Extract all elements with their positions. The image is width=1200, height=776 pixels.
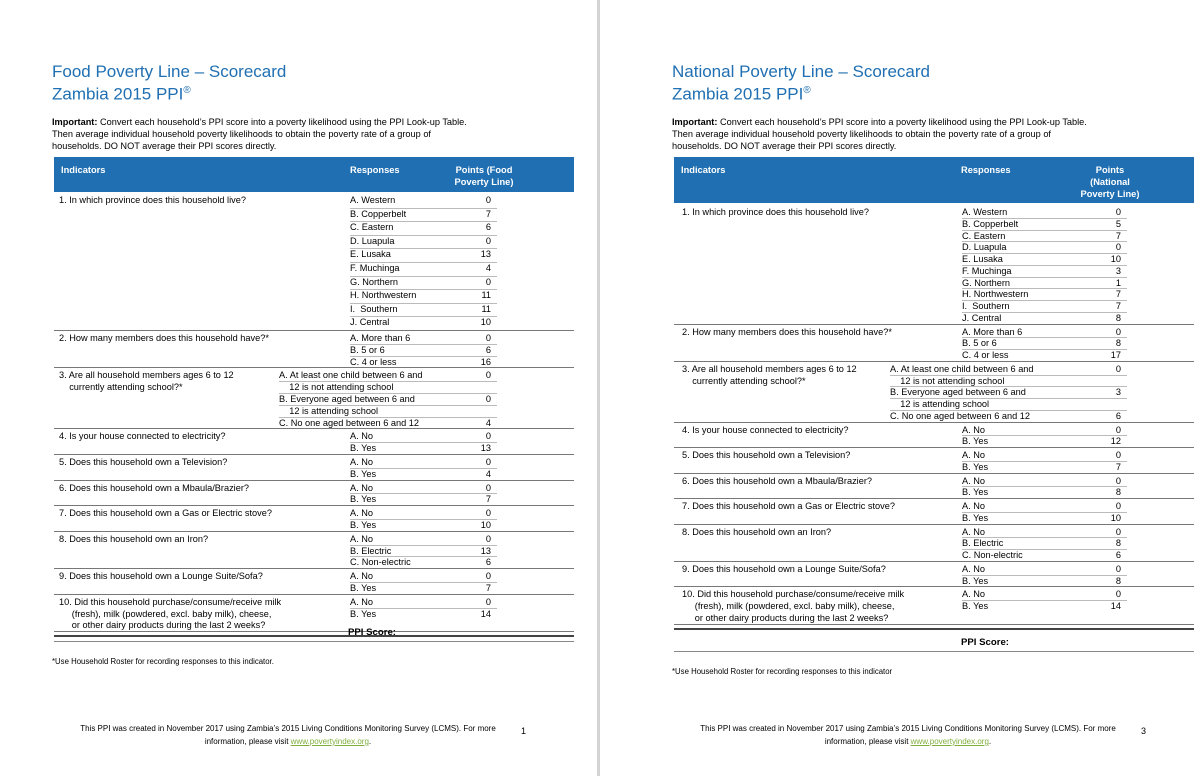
response-option: A. At least one child between 6 and	[279, 370, 423, 381]
question-text: 2. How many members does this household have?*	[59, 333, 269, 343]
response-option: B. Yes	[350, 520, 377, 530]
ppi-score-rule	[674, 628, 1194, 630]
response-option: A. No	[962, 501, 985, 511]
points-value: 0	[1115, 424, 1121, 435]
question-separator	[674, 561, 1194, 562]
question-separator	[54, 568, 574, 569]
question-separator	[54, 631, 574, 632]
scorecard-page-food	[52, 0, 592, 776]
question-text: 10. Did this household purchase/consume/receive milk	[59, 596, 282, 607]
response-option: H. Northwestern	[962, 289, 1029, 300]
header-points-line: Poverty Line)	[1080, 189, 1140, 199]
question-text: 1. In which province does this household live?	[59, 195, 246, 205]
question-text: 6. Does this household own a Mbaula/Brazier?	[59, 482, 249, 493]
points-value: 0	[1115, 450, 1121, 460]
response-option: A. No	[350, 482, 373, 493]
intro-line: Convert each household’s PPI score into a poverty likelihood using the PPI Look-up Table.	[97, 117, 467, 127]
points-value: 13	[480, 249, 491, 260]
header-responses: Responses	[961, 165, 1011, 175]
question-text: 5. Does this household own a Television?	[59, 457, 228, 467]
page-title	[52, 62, 286, 104]
registered-mark: ®	[183, 85, 191, 96]
points-value: 7	[1115, 301, 1121, 311]
response-option: B. Yes	[350, 608, 377, 619]
response-option: G. Northern	[350, 276, 398, 287]
points-value: 4	[485, 263, 491, 273]
response-option: 12 is not attending school	[890, 375, 1005, 386]
question-separator	[674, 361, 1194, 362]
question-separator	[674, 498, 1194, 499]
points-value: 0	[1115, 207, 1121, 217]
points-value: 0	[1115, 475, 1121, 486]
povertyindex-link[interactable]: www.povertyindex.org	[290, 737, 369, 746]
response-option: 12 is attending school	[279, 405, 379, 416]
question-text: 2. How many members does this household have?*	[682, 326, 892, 337]
response-option: A. More than 6	[350, 333, 411, 343]
response-option: H. Northwestern	[350, 290, 417, 301]
points-value: 0	[485, 276, 491, 287]
intro-line: households. DO NOT average their PPI scores directly.	[52, 141, 277, 151]
intro-line: households. DO NOT average their PPI scores directly.	[672, 141, 897, 151]
response-option: B. 5 or 6	[962, 338, 997, 349]
table-header	[54, 157, 574, 192]
question-separator	[54, 531, 574, 532]
points-value: 8	[1115, 538, 1121, 549]
response-option: B. Electric	[962, 538, 1004, 549]
intro-line: Then average individual household poverty likelihoods to obtain the poverty rate of a group of	[672, 129, 1051, 139]
response-option: A. No	[350, 457, 373, 467]
response-option: B. Yes	[962, 512, 989, 523]
question-text: 9. Does this household own a Lounge Suite/Sofa?	[682, 563, 886, 574]
footnote: *Use Household Roster for recording responses to this indicator.	[52, 657, 274, 666]
response-option: B. Yes	[962, 487, 989, 498]
points-value: 7	[485, 583, 491, 593]
response-option: E. Lusaka	[962, 254, 1003, 264]
response-option: B. Yes	[350, 494, 377, 505]
response-option: A. No	[962, 563, 985, 574]
response-option: D. Luapula	[350, 235, 395, 246]
points-value: 17	[1110, 350, 1121, 360]
points-value: 0	[485, 482, 491, 493]
intro-text	[52, 116, 522, 152]
question-text: currently attending school?*	[59, 382, 183, 393]
response-option: C. Non-electric	[350, 557, 411, 568]
response-option: A. No	[350, 571, 373, 582]
response-option: A. No	[962, 475, 985, 486]
response-option: A. Western	[350, 195, 396, 205]
response-option: B. Copperbelt	[350, 208, 407, 219]
footer-text: .	[368, 737, 372, 746]
response-option: A. More than 6	[962, 326, 1023, 337]
points-value: 0	[485, 457, 491, 467]
footnote: *Use Household Roster for recording responses to this indicator	[672, 667, 893, 676]
points-value: 6	[485, 344, 491, 355]
points-value: 0	[485, 596, 491, 607]
points-value: 6	[1115, 550, 1121, 560]
response-option: C. No one aged between 6 and 12	[890, 410, 1030, 421]
table-bottom-line	[54, 641, 574, 642]
response-option: B. Yes	[350, 468, 377, 479]
response-option: C. No one aged between 6 and 12	[279, 417, 419, 428]
header-indicators: Indicators	[681, 165, 726, 175]
response-option: B. Everyone aged between 6 and	[279, 394, 415, 404]
response-option: 12 is attending school	[890, 399, 990, 409]
intro-line: Then average individual household poverty likelihoods to obtain the poverty rate of a group of	[52, 129, 431, 139]
points-value: 6	[1115, 410, 1121, 421]
points-value: 0	[485, 431, 491, 442]
ppi-score-rule	[54, 635, 574, 637]
header-points-line: Points	[1095, 165, 1125, 175]
question-text: 8. Does this household own an Iron?	[682, 526, 832, 537]
intro-line: Convert each household’s PPI score into a poverty likelihood using the PPI Look-up Table.	[717, 117, 1087, 127]
question-text: 6. Does this household own a Mbaula/Brazier?	[682, 475, 872, 486]
response-option: A. At least one child between 6 and	[890, 363, 1034, 374]
header-points-line: Poverty Line)	[454, 177, 514, 187]
points-value: 11	[481, 303, 491, 314]
response-option: D. Luapula	[962, 242, 1007, 253]
page-footer	[68, 722, 508, 748]
question-text: or other dairy products during the last 2 weeks?	[59, 620, 266, 631]
points-value: 14	[480, 608, 491, 619]
question-separator	[674, 473, 1194, 474]
response-option: A. No	[350, 508, 373, 519]
response-option: J. Central	[962, 312, 1002, 323]
points-value: 0	[1115, 326, 1121, 337]
points-value: 7	[1115, 230, 1121, 241]
response-option: A. Western	[962, 207, 1008, 217]
response-option: C. Eastern	[962, 230, 1006, 241]
header-responses: Responses	[350, 165, 400, 175]
footer-line: This PPI was created in November 2017 using Zambia’s 2015 Living Conditions Monitoring Survey (LCMS). For more	[700, 724, 1116, 733]
points-value: 4	[485, 417, 491, 428]
points-value: 6	[485, 222, 491, 233]
response-option: A. No	[962, 589, 985, 600]
response-option: B. Everyone aged between 6 and	[890, 387, 1026, 398]
response-option: B. Yes	[962, 601, 989, 611]
points-value: 0	[485, 394, 491, 404]
question-separator	[54, 330, 574, 331]
title-line1: National Poverty Line – Scorecard	[672, 62, 930, 81]
points-value: 8	[1115, 487, 1121, 498]
question-text: 10. Did this household purchase/consume/receive milk	[682, 589, 905, 600]
points-value: 0	[1115, 563, 1121, 574]
points-value: 0	[1115, 526, 1121, 537]
points-value: 8	[1115, 312, 1121, 323]
ppi-score-label: PPI Score:	[961, 637, 1009, 648]
points-value: 0	[485, 533, 491, 544]
response-option: G. Northern	[962, 277, 1010, 288]
points-value: 13	[480, 443, 491, 454]
header-points	[452, 164, 516, 188]
points-value: 5	[1115, 218, 1121, 229]
scorecard-page-national	[672, 0, 1200, 776]
points-value: 6	[485, 557, 491, 568]
points-value: 0	[485, 195, 491, 205]
question-text: 1. In which province does this household live?	[682, 207, 869, 217]
response-option: B. Yes	[350, 583, 377, 593]
points-value: 7	[485, 208, 491, 219]
page-number: 1	[521, 726, 527, 736]
question-text: 7. Does this household own a Gas or Electric stove?	[59, 508, 272, 519]
points-value: 0	[485, 571, 491, 582]
response-option: B. Yes	[962, 436, 989, 447]
points-value: 10	[480, 317, 491, 328]
question-text: 8. Does this household own an Iron?	[59, 533, 209, 544]
points-value: 8	[1115, 338, 1121, 349]
response-option: C. Eastern	[350, 222, 394, 233]
points-value: 12	[1110, 436, 1121, 447]
question-text: (fresh), milk (powdered, excl. baby milk), cheese,	[59, 608, 272, 619]
question-separator	[54, 594, 574, 595]
points-value: 7	[485, 494, 491, 505]
response-option: B. Copperbelt	[962, 218, 1019, 229]
response-option: F. Muchinga	[962, 265, 1012, 276]
question-text: or other dairy products during the last 2 weeks?	[682, 612, 889, 623]
table-header	[674, 157, 1194, 203]
points-value: 14	[1110, 601, 1121, 611]
points-value: 0	[485, 235, 491, 246]
response-option: E. Lusaka	[350, 249, 391, 260]
footer-text: information, please visit	[824, 737, 911, 746]
question-separator	[674, 422, 1194, 423]
question-separator	[54, 480, 574, 481]
question-separator	[54, 428, 574, 429]
question-text: 5. Does this household own a Television?	[682, 450, 851, 460]
points-value: 4	[485, 468, 491, 479]
response-option: A. No	[962, 424, 985, 435]
points-value: 7	[1115, 461, 1121, 472]
points-value: 10	[1110, 512, 1121, 523]
footer-text: .	[988, 737, 992, 746]
response-option: B. 5 or 6	[350, 344, 385, 355]
header-points-line: Points (Food	[455, 165, 513, 175]
points-value: 13	[480, 545, 491, 556]
question-text: 3. Are all household members ages 6 to 12	[59, 370, 234, 381]
table-bottom-line	[674, 651, 1194, 652]
points-value: 16	[480, 356, 491, 367]
response-option: A. No	[962, 526, 985, 537]
question-separator	[674, 447, 1194, 448]
points-value: 0	[1115, 501, 1121, 511]
question-text: 4. Is your house connected to electricity?	[682, 424, 849, 435]
page-title	[672, 62, 930, 104]
question-text: 7. Does this household own a Gas or Electric stove?	[682, 501, 895, 511]
points-value: 7	[1115, 289, 1121, 300]
question-text: 4. Is your house connected to electricity?	[59, 431, 226, 442]
page-divider	[597, 0, 600, 776]
question-separator	[54, 367, 574, 368]
question-separator	[674, 324, 1194, 325]
ppi-score-label: PPI Score:	[348, 627, 396, 638]
response-option: B. Yes	[962, 461, 989, 472]
header-indicators: Indicators	[61, 165, 106, 175]
response-option: A. No	[350, 533, 373, 544]
response-option: C. 4 or less	[962, 350, 1009, 360]
response-option: I. Southern	[350, 303, 398, 314]
footer-line: This PPI was created in November 2017 using Zambia’s 2015 Living Conditions Monitoring Survey (LCMS). For more	[80, 724, 496, 733]
points-value: 0	[485, 333, 491, 343]
points-value: 0	[1115, 242, 1121, 253]
question-separator	[674, 624, 1194, 625]
points-value: 0	[1115, 363, 1121, 374]
title-line2: Zambia 2015 PPI	[52, 84, 184, 104]
response-option: B. Yes	[962, 575, 989, 586]
response-option: A. No	[350, 596, 373, 607]
response-option: B. Yes	[350, 443, 377, 454]
povertyindex-link[interactable]: www.povertyindex.org	[910, 737, 989, 746]
title-line2: Zambia 2015 PPI	[672, 84, 804, 104]
question-separator	[54, 454, 574, 455]
question-text: (fresh), milk (powdered, excl. baby milk), cheese,	[682, 601, 895, 611]
points-value: 0	[485, 370, 491, 381]
response-option: B. Electric	[350, 545, 392, 556]
header-points-line: (National	[1090, 177, 1130, 187]
points-value: 1	[1115, 277, 1121, 288]
response-option: F. Muchinga	[350, 263, 400, 273]
footer-text: information, please visit	[204, 737, 291, 746]
points-value: 8	[1115, 575, 1121, 586]
points-value: 3	[1115, 265, 1121, 276]
question-text: 9. Does this household own a Lounge Suite/Sofa?	[59, 571, 263, 582]
question-text: 3. Are all household members ages 6 to 12	[682, 363, 857, 374]
points-value: 0	[485, 508, 491, 519]
points-value: 0	[1115, 589, 1121, 600]
points-value: 10	[480, 520, 491, 530]
question-text: currently attending school?*	[682, 375, 806, 386]
page-number: 3	[1141, 726, 1147, 736]
header-points	[1074, 164, 1146, 200]
question-separator	[54, 505, 574, 506]
points-value: 11	[481, 290, 491, 301]
response-option: 12 is not attending school	[279, 382, 394, 393]
points-value: 10	[1110, 254, 1121, 264]
response-option: C. Non-electric	[962, 550, 1023, 560]
title-line1: Food Poverty Line – Scorecard	[52, 62, 287, 81]
response-option: I. Southern	[962, 301, 1010, 311]
response-option: C. 4 or less	[350, 356, 397, 367]
question-separator	[674, 586, 1194, 587]
registered-mark: ®	[803, 85, 811, 96]
intro-bold: Important:	[672, 117, 718, 127]
points-value: 3	[1115, 387, 1121, 398]
intro-text	[672, 116, 1142, 152]
response-option: J. Central	[350, 317, 390, 328]
intro-bold: Important:	[52, 117, 98, 127]
question-separator	[674, 524, 1194, 525]
page-footer	[688, 722, 1128, 748]
response-option: A. No	[350, 431, 373, 442]
response-option: A. No	[962, 450, 985, 460]
